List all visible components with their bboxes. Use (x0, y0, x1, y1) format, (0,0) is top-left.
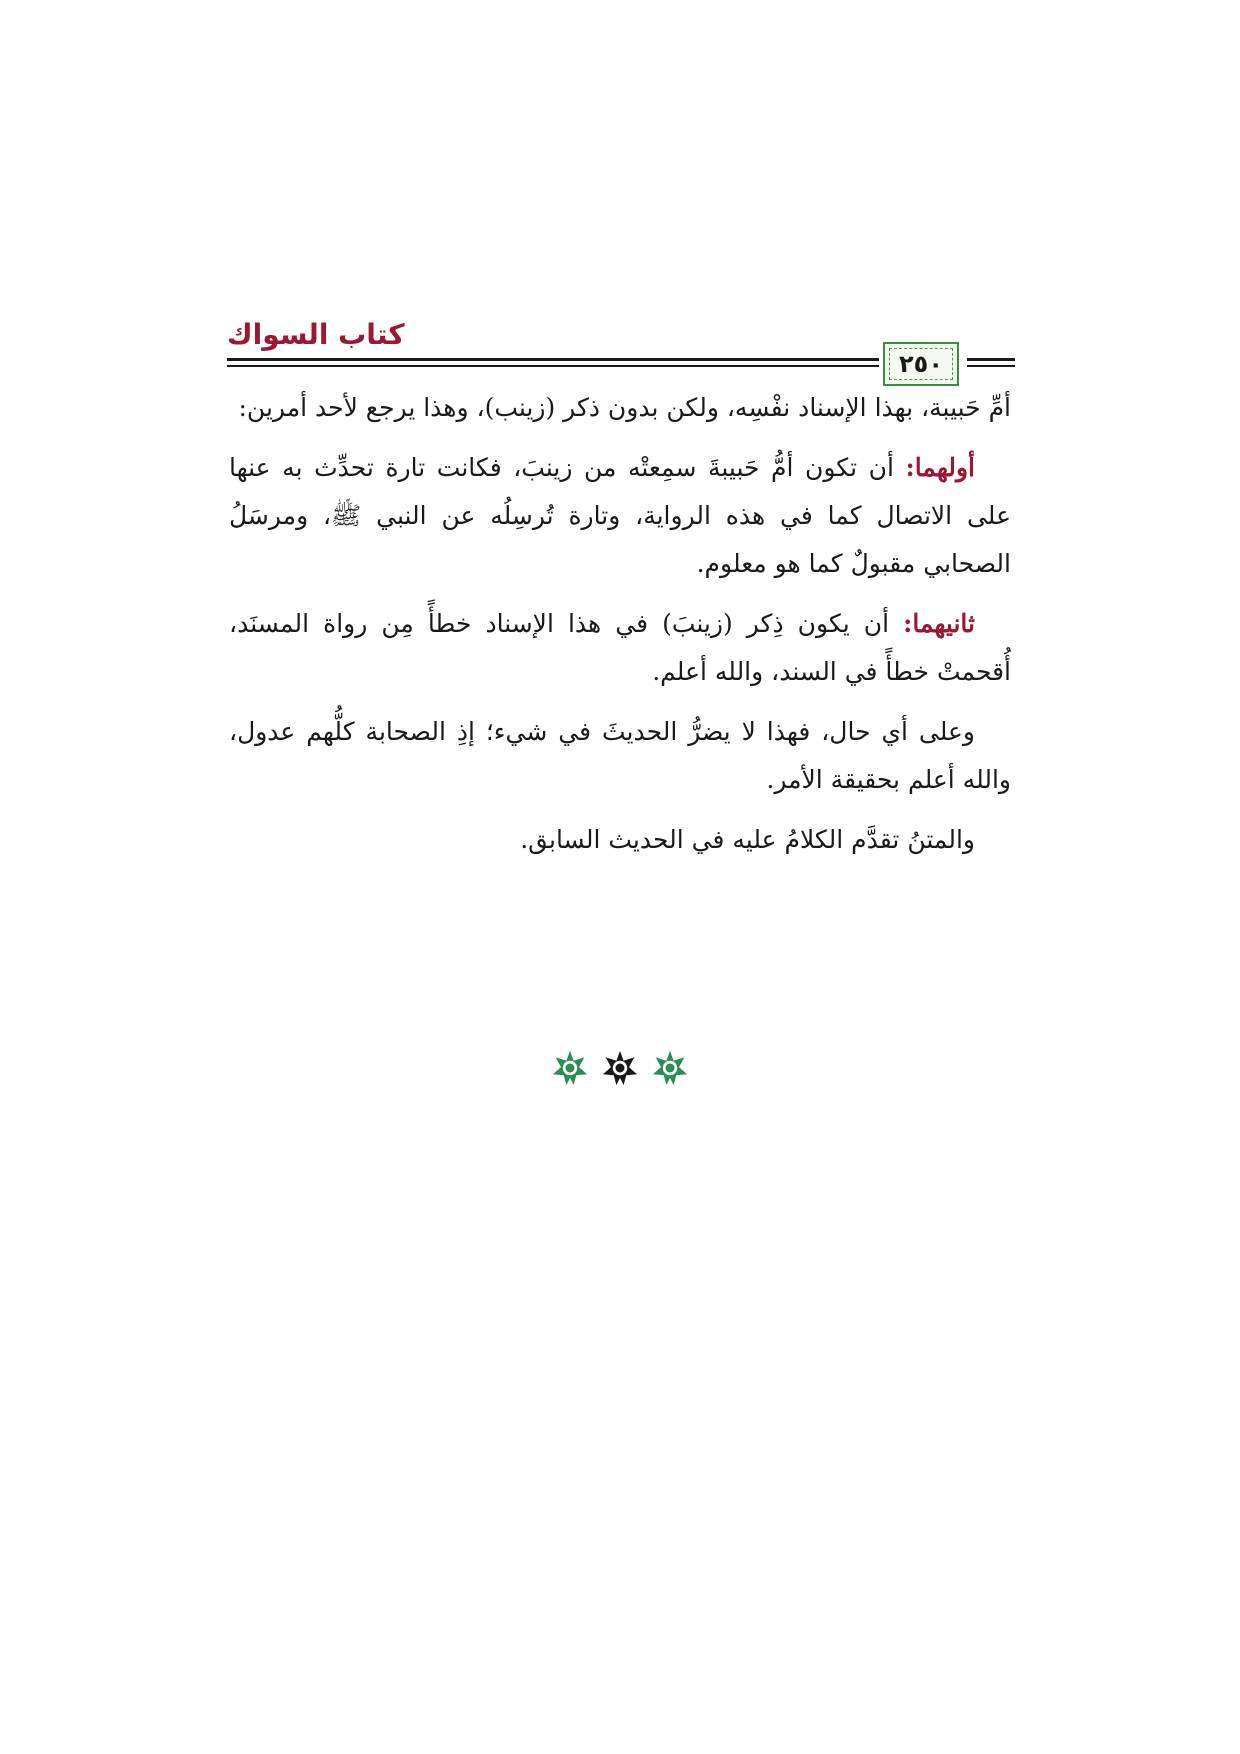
page-number-frame (883, 342, 959, 386)
paragraph-label: ثانيهما: (903, 609, 975, 638)
paragraph-label: أولهما: (905, 453, 975, 482)
paragraph (229, 384, 1011, 432)
paragraph (229, 600, 1011, 696)
star-icon (652, 1050, 688, 1086)
paragraph (229, 444, 1011, 588)
section-end-ornament (520, 1050, 720, 1090)
book-title: كتاب السواك (227, 318, 405, 351)
header-rule (967, 365, 1015, 367)
paragraph-text: والمتنُ تقدَّم الكلامُ عليه في الحديث السابق. (520, 825, 975, 854)
star-icon (602, 1050, 638, 1086)
page-number: ٢٥٠ (899, 350, 943, 378)
page-header (227, 318, 1015, 390)
paragraph-text: وعلى أي حال، فهذا لا يضرُّ الحديثَ في شيء؛ إذِ الصحابة كلُّهم عدول، والله أعلم بحقيقة الأمر. (229, 717, 1011, 794)
header-rule (967, 358, 1015, 361)
paragraph (229, 708, 1011, 804)
paragraph (229, 816, 1011, 864)
star-icon (552, 1050, 588, 1086)
page-body (229, 384, 1011, 876)
paragraph-text: أن تكون أمُّ حَبيبةَ سمِعتْه من زينبَ، فكانت تارة تحدِّث به عنها على الاتصال كما في هذه الرواية، وتارة تُرسِلُه عن النبي ﷺ، ومرسَلُ الصحابي مقبولٌ كما هو معلوم. (229, 453, 1011, 578)
header-rule (227, 358, 879, 361)
paragraph-text: أن يكون ذِكر (زينبَ) في هذا الإسناد خطأً مِن رواة المسنَد، أُقحمتْ خطأً في السند، والله أعلم. (229, 609, 1011, 686)
paragraph-text: أمِّ حَبيبة، بهذا الإسناد نفْسِه، ولكن بدون ذكر (زينب)، وهذا يرجع لأحد أمرين: (238, 393, 1011, 422)
header-rule (227, 365, 879, 367)
